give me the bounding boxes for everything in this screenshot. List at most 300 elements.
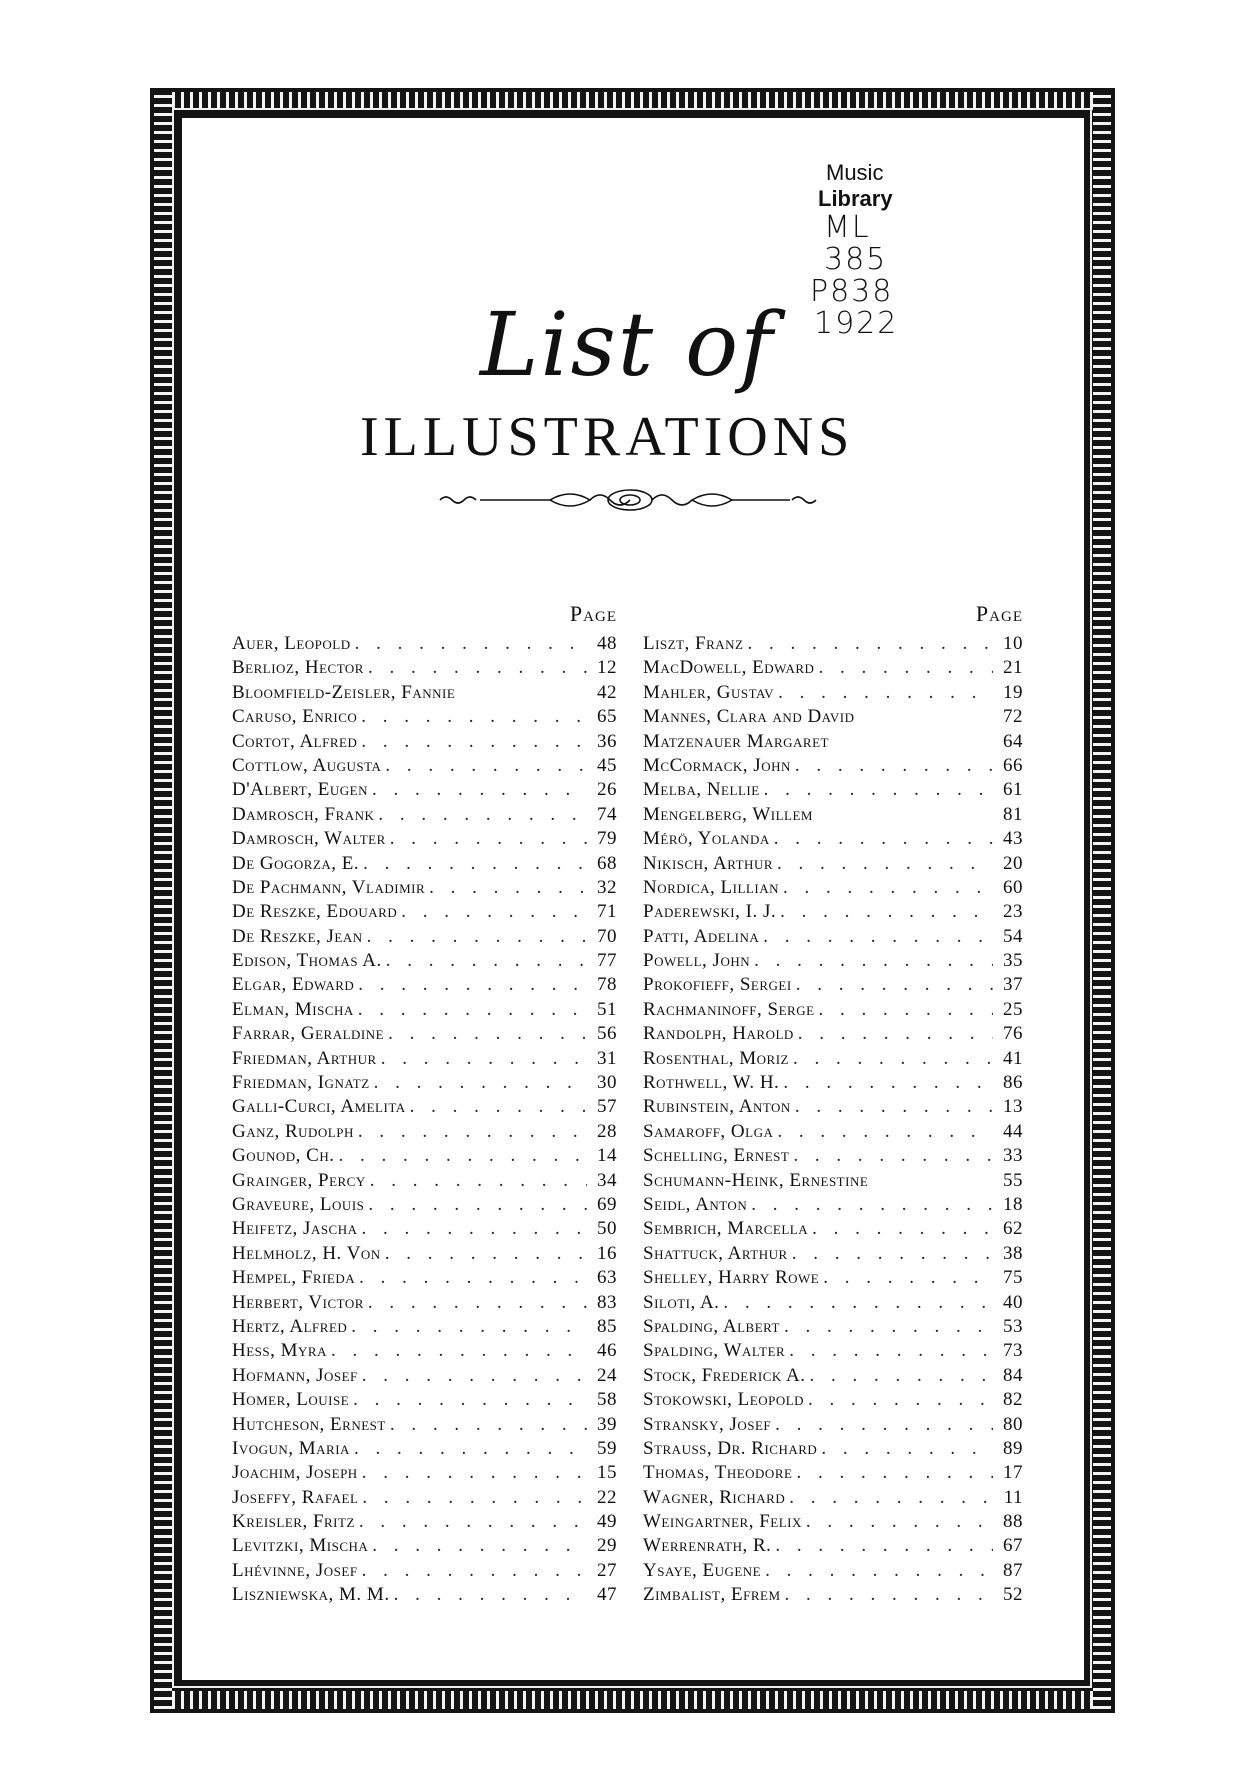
entry-page: 74 (597, 803, 617, 825)
entry-name: Damrosch, Frank (232, 803, 375, 825)
leader-dots (368, 1534, 587, 1558)
list-item (643, 949, 1023, 973)
leader-dots (364, 1193, 587, 1217)
entry-name: Levitzki, Mischa (232, 1535, 369, 1557)
leader-dots (780, 1315, 993, 1339)
entry-name: Schelling, Ernest (643, 1145, 790, 1167)
list-item (232, 1510, 617, 1534)
entry-name: Spalding, Walter (643, 1340, 786, 1362)
entry-name: Mannes, Clara and David (643, 706, 855, 728)
list-item (643, 1242, 1023, 1266)
list-item (232, 778, 617, 802)
list-item (232, 852, 617, 876)
entry-name: Edison, Thomas A. (232, 950, 382, 972)
list-item (232, 1339, 617, 1363)
entry-name: Berlioz, Hector (232, 657, 364, 679)
entry-name: Elman, Mischa (232, 998, 354, 1020)
list-item (643, 1217, 1023, 1241)
leader-dots (750, 949, 993, 973)
border-pattern-left (154, 92, 172, 1709)
leader-dots (357, 705, 587, 729)
entry-page: 40 (1003, 1291, 1023, 1313)
entry-name: Lhévinne, Josef (232, 1559, 358, 1581)
entry-page: 27 (597, 1559, 617, 1581)
entry-page: 77 (597, 950, 617, 972)
entry-name: Zimbalist, Efrem (643, 1584, 781, 1606)
entry-page: 87 (1003, 1559, 1023, 1581)
entry-name: McCormack, John (643, 754, 791, 776)
entry-page: 13 (1003, 1096, 1023, 1118)
entry-name: Samaroff, Olga (643, 1120, 774, 1142)
entry-name: Stokowski, Leopold (643, 1389, 805, 1411)
entry-page: 44 (1003, 1120, 1023, 1142)
entry-page: 30 (597, 1072, 617, 1094)
entry-page: 75 (1003, 1267, 1023, 1289)
list-item (232, 681, 617, 705)
list-item (643, 1193, 1023, 1217)
list-item (643, 852, 1023, 876)
entry-name: De Pachmann, Vladimir (232, 876, 426, 898)
entry-name: Randolph, Harold (643, 1023, 794, 1045)
leader-dots (364, 656, 587, 680)
list-item (232, 632, 617, 656)
entry-page: 80 (1003, 1413, 1023, 1435)
list-item (643, 1559, 1023, 1583)
entry-name: Elgar, Edward (232, 974, 355, 996)
entry-name: Seidl, Anton (643, 1193, 748, 1215)
leader-dots (779, 1071, 993, 1095)
entry-page: 38 (1003, 1242, 1023, 1264)
entry-page: 51 (597, 998, 617, 1020)
entry-name: Thomas, Theodore (643, 1462, 793, 1484)
list-item (643, 1071, 1023, 1095)
entry-name: Graveure, Louis (232, 1193, 365, 1215)
illustrations-list-left (232, 600, 617, 1608)
entry-name: Hess, Myra (232, 1340, 327, 1362)
list-item (232, 1291, 617, 1315)
entry-name: De Reszke, Edouard (232, 901, 398, 923)
entry-name: Rubinstein, Anton (643, 1096, 791, 1118)
border-pattern-right (1093, 92, 1111, 1709)
leader-dots (773, 852, 993, 876)
entry-name: Ivogun, Maria (232, 1437, 350, 1459)
entry-page: 60 (1003, 876, 1023, 898)
list-item (232, 1095, 617, 1119)
entry-page: 85 (597, 1315, 617, 1337)
list-item (643, 1144, 1023, 1168)
entry-name: MacDowell, Edward (643, 657, 815, 679)
leader-dots (370, 1071, 587, 1095)
entry-page: 82 (1003, 1389, 1023, 1411)
entry-name: D'Albert, Eugen (232, 779, 368, 801)
list-item (643, 1095, 1023, 1119)
list-item (232, 1242, 617, 1266)
leader-dots (366, 1169, 587, 1193)
entry-page: 62 (1003, 1218, 1023, 1240)
leader-dots (771, 1413, 993, 1437)
entry-name: Auer, Leopold (232, 633, 351, 654)
leader-dots (357, 730, 587, 754)
entry-page: 57 (597, 1096, 617, 1118)
entry-page: 19 (1003, 681, 1023, 703)
list-item (232, 803, 617, 827)
entry-page: 68 (597, 852, 617, 874)
list-item (643, 1437, 1023, 1461)
entry-page: 54 (1003, 925, 1023, 947)
call-number-line: P838 (810, 274, 894, 309)
list-item (643, 1364, 1023, 1388)
entry-page: 67 (1003, 1535, 1023, 1557)
entry-page: 32 (597, 876, 617, 898)
leader-dots (358, 1559, 587, 1583)
entry-page: 79 (597, 828, 617, 850)
list-item (232, 949, 617, 973)
call-number-line: ML (824, 210, 871, 245)
entry-name: Galli-Curci, Amelita (232, 1096, 406, 1118)
entry-page: 11 (1003, 1486, 1023, 1508)
entry-name: Melba, Nellie (643, 779, 760, 801)
leader-dots (425, 876, 587, 900)
leader-dots (358, 1364, 587, 1388)
entry-name: Hutcheson, Ernest (232, 1413, 386, 1435)
entry-page: 12 (597, 657, 617, 679)
list-item (232, 1559, 617, 1583)
entry-name: Joachim, Joseph (232, 1462, 358, 1484)
leader-dots (770, 827, 993, 851)
leader-dots (349, 1388, 587, 1412)
list-item (643, 754, 1023, 778)
list-item (643, 1461, 1023, 1485)
entry-name: Hertz, Alfred (232, 1315, 348, 1337)
list-item (643, 1022, 1023, 1046)
leader-dots (719, 1291, 993, 1315)
illustrations-list-right (643, 600, 1023, 1608)
leader-dots (817, 1437, 993, 1461)
list-item (643, 925, 1023, 949)
entry-name: Liszniewska, M. M. (232, 1584, 390, 1606)
list-item (643, 998, 1023, 1022)
list-item (643, 1388, 1023, 1412)
leader-dots (368, 778, 587, 802)
entry-page: 86 (1003, 1072, 1023, 1094)
entry-page: 69 (597, 1193, 617, 1215)
leader-dots (804, 1388, 993, 1412)
entry-name: Grainger, Percy (232, 1169, 366, 1191)
list-item (232, 1022, 617, 1046)
list-item (643, 1534, 1023, 1558)
entry-page: 28 (597, 1120, 617, 1142)
leader-dots (819, 1266, 993, 1290)
list-item (232, 1217, 617, 1241)
leader-dots (760, 778, 993, 802)
entry-page: 37 (1003, 974, 1023, 996)
leader-dots (355, 1510, 587, 1534)
leader-dots (354, 998, 587, 1022)
entry-name: Friedman, Ignatz (232, 1072, 370, 1094)
entry-name: Rosenthal, Moriz (643, 1047, 790, 1069)
list-item (643, 1291, 1023, 1315)
page-column-heading: Page (975, 601, 1023, 626)
leader-dots (776, 900, 993, 924)
entry-name: Heifetz, Jascha (232, 1218, 358, 1240)
entry-page: 49 (597, 1511, 617, 1533)
leader-dots (785, 1339, 993, 1363)
leader-dots (788, 1242, 993, 1266)
entry-page: 46 (597, 1340, 617, 1362)
leader-dots (364, 1291, 587, 1315)
entry-name: Ganz, Rudolph (232, 1120, 354, 1142)
entry-name: Spalding, Albert (643, 1315, 780, 1337)
entry-name: Mahler, Gustav (643, 681, 775, 703)
entry-name: Rothwell, W. H. (643, 1072, 780, 1094)
leader-dots (354, 973, 587, 997)
list-item (232, 1364, 617, 1388)
list-item (232, 1047, 617, 1071)
entry-page: 10 (1003, 633, 1023, 654)
entry-name: Patti, Adelina (643, 925, 760, 947)
entry-name: Caruso, Enrico (232, 706, 358, 728)
leader-dots (785, 1486, 993, 1510)
leader-dots (382, 949, 587, 973)
entry-page: 89 (1003, 1437, 1023, 1459)
leader-dots (363, 925, 587, 949)
entry-page: 29 (597, 1535, 617, 1557)
list-item (232, 656, 617, 680)
entry-page: 83 (597, 1291, 617, 1313)
list-item (643, 778, 1023, 802)
list-item (232, 876, 617, 900)
entry-page: 41 (1003, 1047, 1023, 1069)
entry-page: 52 (1003, 1584, 1023, 1606)
list-item (232, 1315, 617, 1339)
entry-name: Ysaye, Eugene (643, 1559, 762, 1581)
list-item (232, 1169, 617, 1193)
leader-dots (355, 1266, 587, 1290)
list-item (232, 1486, 617, 1510)
leader-dots (794, 1022, 993, 1046)
list-item (643, 730, 1023, 754)
entry-page: 65 (597, 706, 617, 728)
entry-page: 55 (1003, 1169, 1023, 1191)
entry-name: Strauss, Dr. Richard (643, 1437, 818, 1459)
entry-name: De Gogorza, E. (232, 852, 360, 874)
list-item (232, 1193, 617, 1217)
ornament-flourish-icon (430, 480, 830, 520)
entry-name: Rachmaninoff, Serge (643, 998, 815, 1020)
list-item (643, 656, 1023, 680)
list-item (232, 1534, 617, 1558)
entry-page: 63 (597, 1267, 617, 1289)
list-item (643, 1169, 1023, 1193)
entry-page: 48 (597, 633, 617, 654)
leader-dots (381, 754, 587, 778)
entry-page: 33 (1003, 1145, 1023, 1167)
entry-page: 35 (1003, 950, 1023, 972)
leader-dots (358, 1461, 587, 1485)
leader-dots (759, 925, 993, 949)
entry-page: 56 (597, 1023, 617, 1045)
entry-name: Stransky, Josef (643, 1413, 772, 1435)
leader-dots (808, 1217, 993, 1241)
entry-page: 14 (597, 1145, 617, 1167)
entry-name: Mérö, Yolanda (643, 828, 770, 850)
list-item (232, 1413, 617, 1437)
entry-name: Powell, John (643, 950, 751, 972)
entry-name: Friedman, Arthur (232, 1047, 377, 1069)
entry-page: 53 (1003, 1315, 1023, 1337)
entry-page: 71 (597, 901, 617, 923)
list-item (643, 973, 1023, 997)
list-item (643, 1339, 1023, 1363)
list-item (232, 1437, 617, 1461)
entry-name: Kreisler, Fritz (232, 1511, 355, 1533)
list-item (643, 1120, 1023, 1144)
entry-name: Helmholz, H. Von (232, 1242, 381, 1264)
leader-dots (774, 681, 993, 705)
entry-page: 64 (1003, 730, 1023, 752)
list-item (232, 1120, 617, 1144)
call-number-line: 1922 (814, 306, 899, 341)
entry-page: 42 (597, 681, 617, 703)
leader-dots (789, 1047, 993, 1071)
leader-dots (406, 1095, 587, 1119)
leader-dots (747, 1193, 993, 1217)
entry-name: Homer, Louise (232, 1389, 350, 1411)
call-number-line: 385 (824, 242, 888, 277)
list-item (232, 754, 617, 778)
entry-page: 45 (597, 754, 617, 776)
entry-page: 72 (1003, 706, 1023, 728)
entry-page: 58 (597, 1389, 617, 1411)
list-item (643, 1583, 1023, 1607)
entry-page: 76 (1003, 1023, 1023, 1045)
leader-dots (779, 876, 993, 900)
leader-dots (744, 632, 993, 656)
entry-name: Herbert, Victor (232, 1291, 364, 1313)
entry-page: 18 (1003, 1193, 1023, 1215)
leader-dots (358, 1486, 587, 1510)
entry-page: 59 (597, 1437, 617, 1459)
list-item (643, 1510, 1023, 1534)
list-item (643, 1047, 1023, 1071)
entry-name: Cottlow, Augusta (232, 754, 382, 776)
leader-dots (347, 1315, 587, 1339)
leader-dots (814, 656, 993, 680)
list-item (232, 730, 617, 754)
list-item (643, 632, 1023, 656)
entry-name: Paderewski, I. J. (643, 901, 777, 923)
leader-dots (386, 1413, 587, 1437)
list-item (643, 827, 1023, 851)
leader-dots (351, 632, 587, 656)
leader-dots (358, 1217, 587, 1241)
entry-page: 31 (597, 1047, 617, 1069)
leader-dots (789, 1144, 993, 1168)
list-item (232, 1144, 617, 1168)
leader-dots (384, 1022, 587, 1046)
list-item (232, 998, 617, 1022)
leader-dots (327, 1339, 587, 1363)
leader-dots (374, 803, 587, 827)
entry-page: 16 (597, 1242, 617, 1264)
list-item (232, 973, 617, 997)
entry-name: Liszt, Franz (643, 633, 744, 654)
entry-name: De Reszke, Jean (232, 925, 363, 947)
entry-page: 39 (597, 1413, 617, 1435)
entry-page: 25 (1003, 998, 1023, 1020)
leader-dots (390, 1583, 587, 1607)
list-item (643, 803, 1023, 827)
border-pattern-bottom (154, 1691, 1111, 1709)
list-item (232, 1071, 617, 1095)
page-title: ILLUSTRATIONS (360, 406, 855, 468)
entry-name: Damrosch, Walter (232, 828, 386, 850)
entry-name: Bloomfield-Zeisler, Fannie (232, 681, 456, 703)
stamp-line-music: Music (826, 160, 884, 185)
page-column-heading: Page (569, 601, 617, 626)
leader-dots (377, 1047, 587, 1071)
leader-dots (771, 1534, 993, 1558)
entry-name: Werrenrath, R. (643, 1535, 772, 1557)
list-item (643, 900, 1023, 924)
entry-page: 43 (1003, 828, 1023, 850)
entry-page: 47 (597, 1584, 617, 1606)
entry-name: Matzenauer Margaret (643, 730, 829, 752)
list-item (232, 1388, 617, 1412)
title-script: List of (480, 293, 775, 396)
entry-name: Shattuck, Arthur (643, 1242, 788, 1264)
entry-name: Wagner, Richard (643, 1486, 786, 1508)
entry-name: Weingartner, Felix (643, 1511, 802, 1533)
list-item (232, 925, 617, 949)
entry-name: Hempel, Frieda (232, 1267, 356, 1289)
entry-page: 20 (1003, 852, 1023, 874)
entry-name: Sembrich, Marcella (643, 1218, 809, 1240)
entry-name: Siloti, A. (643, 1291, 720, 1313)
list-item (232, 900, 617, 924)
entry-name: Stock, Frederick A. (643, 1364, 806, 1386)
list-item (643, 1486, 1023, 1510)
leader-dots (761, 1559, 993, 1583)
leader-dots (791, 1095, 993, 1119)
entry-page: 73 (1003, 1340, 1023, 1362)
entry-page: 84 (1003, 1364, 1023, 1386)
entry-name: Farrar, Geraldine (232, 1023, 385, 1045)
leader-dots (781, 1583, 993, 1607)
leader-dots (386, 827, 587, 851)
entry-page: 36 (597, 730, 617, 752)
list-item (232, 1461, 617, 1485)
stamp-line-library: Library (818, 186, 893, 211)
leader-dots (791, 754, 993, 778)
leader-dots (792, 1461, 993, 1485)
list-item (643, 1266, 1023, 1290)
entry-name: Joseffy, Rafael (232, 1486, 359, 1508)
entry-page: 17 (1003, 1462, 1023, 1484)
list-item (232, 705, 617, 729)
list-item (232, 1583, 617, 1607)
entry-page: 21 (1003, 657, 1023, 679)
entry-page: 61 (1003, 779, 1023, 801)
list-item (643, 705, 1023, 729)
entry-name: Nikisch, Arthur (643, 852, 774, 874)
list-item (643, 1413, 1023, 1437)
leader-dots (773, 1120, 993, 1144)
entry-name: Nordica, Lillian (643, 876, 779, 898)
leader-dots (815, 998, 993, 1022)
entry-page: 88 (1003, 1511, 1023, 1533)
list-item (643, 876, 1023, 900)
